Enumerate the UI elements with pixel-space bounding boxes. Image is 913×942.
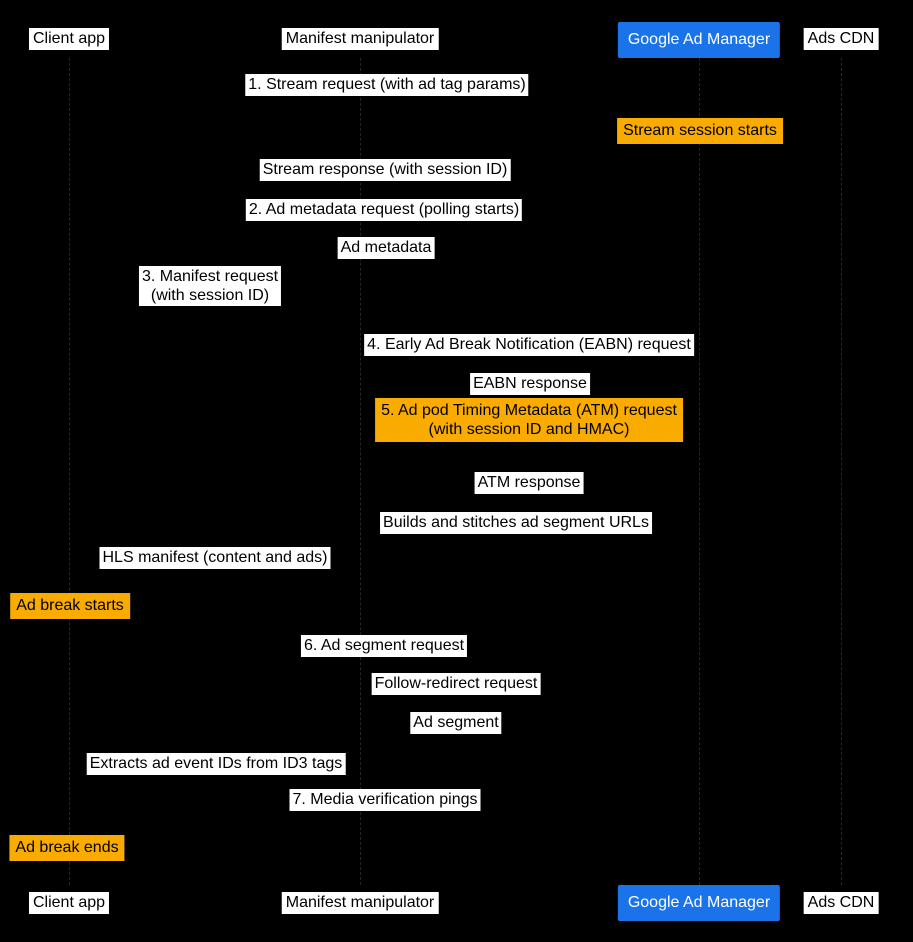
message-manifest-request: [139, 266, 281, 306]
lifeline-ads-cdn: [841, 58, 842, 885]
participant-manifest-manipulator-bottom: Manifest manipulator: [282, 892, 439, 914]
note-atm-request: [375, 398, 683, 442]
message-builds-stitches-urls: Builds and stitches ad segment URLs: [380, 512, 652, 534]
note-ad-break-starts: Ad break starts: [10, 593, 130, 619]
message-atm-response: ATM response: [475, 472, 584, 494]
participant-google-ad-manager-top: Google Ad Manager: [618, 22, 780, 58]
message-stream-request: 1. Stream request (with ad tag params): [245, 74, 528, 96]
message-manifest-request-line2: (with session ID): [150, 287, 270, 304]
message-follow-redirect-request: Follow-redirect request: [372, 673, 541, 695]
message-ad-metadata-request: 2. Ad metadata request (polling starts): [246, 199, 522, 221]
message-media-verification-pings: 7. Media verification pings: [290, 789, 481, 811]
participant-ads-cdn-bottom: Ads CDN: [804, 892, 879, 914]
participant-client-app-bottom: Client app: [29, 892, 109, 914]
participant-ads-cdn-top: Ads CDN: [804, 28, 879, 50]
participant-client-app-top: Client app: [29, 28, 109, 50]
message-stream-response: Stream response (with session ID): [260, 159, 511, 181]
note-atm-request-line2: (with session ID and HMAC): [428, 421, 630, 438]
message-ad-segment-request: 6. Ad segment request: [301, 635, 467, 657]
message-ad-segment: Ad segment: [410, 712, 501, 734]
participant-google-ad-manager-bottom: Google Ad Manager: [618, 885, 780, 921]
message-ad-metadata: Ad metadata: [338, 237, 435, 259]
message-manifest-request-line1: 3. Manifest request: [141, 268, 279, 285]
note-atm-request-line1: 5. Ad pod Timing Metadata (ATM) request: [381, 402, 677, 419]
message-eabn-response: EABN response: [470, 373, 590, 395]
lifeline-manifest-manipulator: [360, 58, 361, 885]
note-stream-session-starts: Stream session starts: [617, 118, 783, 144]
participant-manifest-manipulator-top: Manifest manipulator: [282, 28, 439, 50]
message-hls-manifest: HLS manifest (content and ads): [99, 547, 330, 569]
message-eabn-request: 4. Early Ad Break Notification (EABN) request: [364, 334, 694, 356]
lifeline-google-ad-manager: [699, 58, 700, 885]
message-extracts-id3-tags: Extracts ad event IDs from ID3 tags: [87, 753, 346, 775]
lifeline-client-app: [69, 58, 70, 885]
note-ad-break-ends: Ad break ends: [9, 835, 124, 861]
